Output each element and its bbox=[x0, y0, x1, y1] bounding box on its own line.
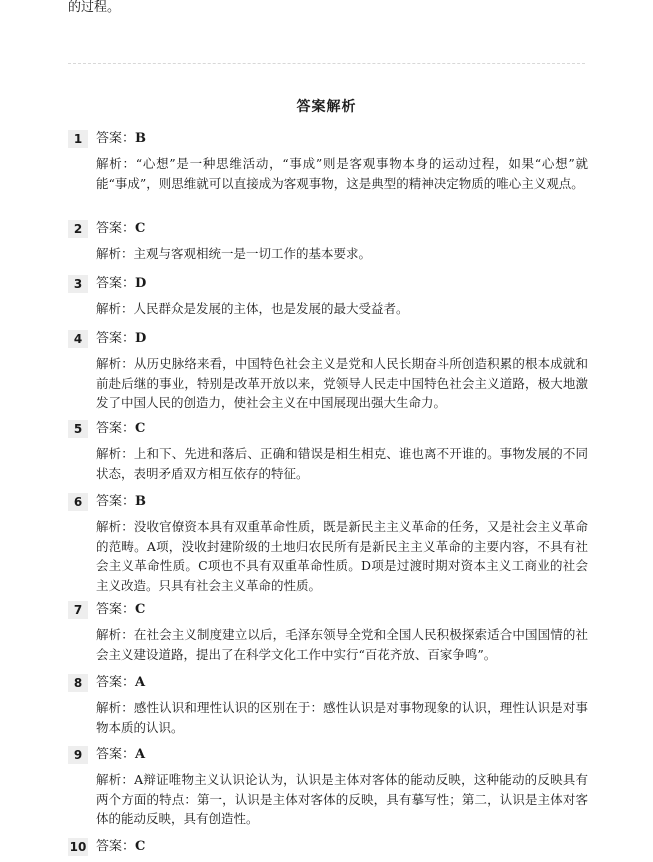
explanation-label: 解析： bbox=[96, 156, 136, 171]
answer-label: 答案： bbox=[96, 131, 136, 146]
explanation-text: 从历史脉络来看，中国特色社会主义是党和人民长期奋斗所创造积累的根本成就和前赴后继的事业，特别是改革开放以来，党领导人民走中国特色社会主义道路，极大地激发了中国人民的创造力，使社会主义在中国展现出强大生命力。 bbox=[96, 356, 588, 410]
section-title: 答案解析 bbox=[296, 99, 357, 115]
explanation bbox=[96, 354, 588, 413]
answer-line bbox=[96, 275, 146, 293]
previous-page-tail-text: 的过程。 bbox=[68, 0, 121, 15]
answer-letter: C bbox=[135, 839, 146, 854]
answer-label: 答案： bbox=[96, 675, 136, 690]
answer-label: 答案： bbox=[96, 839, 136, 854]
explanation-text: 主观与客观相统一是一切工作的基本要求。 bbox=[133, 246, 372, 261]
explanation bbox=[96, 770, 588, 829]
answer-line bbox=[96, 330, 146, 348]
answer-letter: B bbox=[135, 131, 147, 146]
section-divider bbox=[68, 63, 585, 64]
answer-letter: A bbox=[135, 675, 146, 690]
explanation bbox=[96, 154, 588, 193]
answer-label: 答案： bbox=[96, 331, 136, 346]
explanation bbox=[96, 698, 588, 737]
answer-line bbox=[96, 838, 145, 856]
answer-label: 答案： bbox=[96, 221, 136, 236]
answer-letter: D bbox=[135, 331, 147, 346]
explanation-text: A辩证唯物主义认识论认为，认识是主体对客体的能动反映，这种能动的反映具有两个方面的特点：第一，认识是主体对客体的反映，具有摹写性；第二，认识是主体对客体的能动反映，具有创造性。 bbox=[96, 772, 588, 826]
item-number: 5 bbox=[68, 420, 88, 438]
answer-line bbox=[96, 493, 146, 511]
answer-line bbox=[96, 220, 145, 238]
explanation-text: 上和下、先进和落后、正确和错误是相生相克、谁也离不开谁的。事物发展的不同状态，表明矛盾双方相互依存的特征。 bbox=[96, 446, 588, 481]
answer-line bbox=[96, 746, 145, 764]
item-number: 7 bbox=[68, 601, 88, 619]
explanation bbox=[96, 444, 588, 483]
explanation-label: 解析： bbox=[96, 627, 134, 642]
explanation-label: 解析： bbox=[96, 246, 134, 261]
explanation bbox=[96, 299, 588, 319]
answer-label: 答案： bbox=[96, 602, 136, 617]
explanation-label: 解析： bbox=[96, 446, 134, 461]
explanation-label: 解析： bbox=[96, 519, 134, 534]
explanation-text: 在社会主义制度建立以后，毛泽东领导全党和全国人民积极探索适合中国国情的社会主义建设道路，提出了在科学文化工作中实行“百花齐放、百家争鸣”。 bbox=[96, 627, 588, 662]
item-number: 4 bbox=[68, 330, 88, 348]
answer-label: 答案： bbox=[96, 494, 136, 509]
explanation-label: 解析： bbox=[96, 356, 134, 371]
item-number: 8 bbox=[68, 674, 88, 692]
explanation-label: 解析： bbox=[96, 301, 134, 316]
explanation-label: 解析： bbox=[96, 772, 135, 787]
explanation bbox=[96, 625, 588, 664]
item-number: 10 bbox=[69, 840, 87, 854]
explanation-text: “心想”是一种思维活动，“事成”则是客观事物本身的运动过程，如果“心想”就能“事成”，则思维就可以直接成为客观事物，这是典型的精神决定物质的唯心主义观点。 bbox=[96, 156, 588, 191]
answer-label: 答案： bbox=[96, 421, 136, 436]
item-number: 1 bbox=[68, 130, 88, 148]
answer-letter: D bbox=[135, 276, 147, 291]
answer-label: 答案： bbox=[96, 747, 136, 762]
item-number: 6 bbox=[68, 493, 88, 511]
answer-line bbox=[96, 130, 146, 148]
answer-line bbox=[96, 674, 145, 692]
answer-label: 答案： bbox=[96, 276, 136, 291]
answer-letter: B bbox=[135, 494, 147, 509]
explanation-text: 人民群众是发展的主体，也是发展的最大受益者。 bbox=[133, 301, 409, 316]
answer-line bbox=[96, 420, 145, 438]
answer-letter: C bbox=[135, 602, 146, 617]
explanation-text: 没收官僚资本具有双重革命性质，既是新民主主义革命的任务，又是社会主义革命的范畴。A项，没收封建阶级的土地归农民所有是新民主主义革命的主要内容，不具有社会主义革命性质。C项也不具有双重革命性质。D项是过渡时期对资本主义工商业的社会主义改造。只具有社会主义革命的性质。 bbox=[96, 519, 588, 593]
answer-letter: A bbox=[135, 747, 146, 762]
answer-letter: C bbox=[135, 221, 146, 236]
explanation bbox=[96, 517, 588, 595]
item-number: 2 bbox=[68, 220, 88, 238]
explanation-text: 感性认识和理性认识的区别在于：感性认识是对事物现象的认识，理性认识是对事物本质的认识。 bbox=[96, 700, 588, 735]
answer-line bbox=[96, 601, 145, 619]
item-number: 3 bbox=[68, 275, 88, 293]
item-number: 9 bbox=[68, 746, 88, 764]
explanation-label: 解析： bbox=[96, 700, 134, 715]
explanation bbox=[96, 244, 588, 264]
answer-letter: C bbox=[135, 421, 146, 436]
